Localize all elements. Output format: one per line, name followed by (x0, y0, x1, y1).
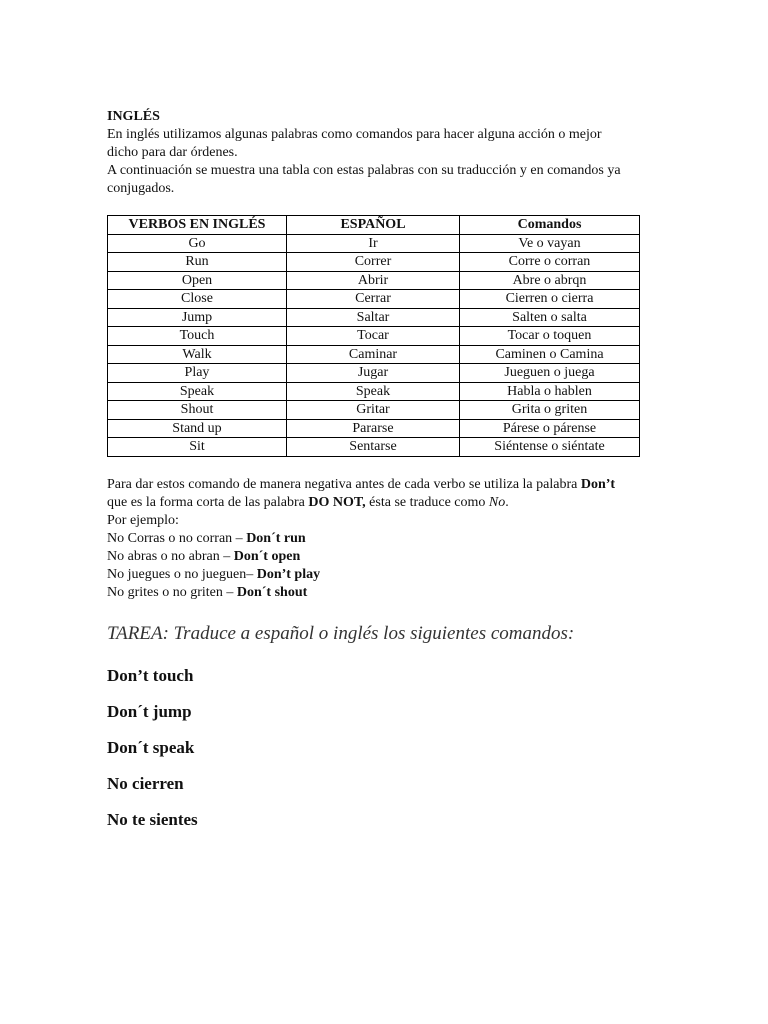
cell-spanish: Caminar (287, 345, 460, 364)
table-row (108, 271, 640, 290)
table-row (108, 308, 640, 327)
table-row (108, 327, 640, 346)
header-espanol: ESPAÑOL (287, 216, 460, 235)
document-title: INGLÉS (107, 109, 160, 124)
table-header-row (108, 216, 640, 235)
example-es: No abras o no abran – (107, 548, 234, 564)
table-row (108, 401, 640, 420)
negative-line-1 (107, 476, 667, 494)
example-es: No grites o no griten – (107, 584, 237, 600)
intro-line: conjugados. (107, 181, 175, 196)
cell-spanish: Correr (287, 253, 460, 272)
do-not-keyword: DO NOT, (308, 494, 366, 510)
negative-text: . (505, 494, 509, 510)
cell-command: Párese o párense (460, 419, 640, 438)
homework-item: No cierren (107, 773, 184, 793)
cell-spanish: Tocar (287, 327, 460, 346)
table-row (108, 364, 640, 383)
cell-english-verb: Stand up (108, 419, 287, 438)
example-line (107, 530, 667, 548)
homework-list (107, 665, 667, 831)
vocabulary-table (107, 215, 640, 457)
cell-spanish: Cerrar (287, 290, 460, 309)
example-en: Don´t run (246, 530, 306, 546)
negative-text: Para dar estos comando de manera negativa antes de cada verbo se utiliza la palabra (107, 476, 581, 492)
cell-command: Tocar o toquen (460, 327, 640, 346)
intro-line: A continuación se muestra una tabla con estas palabras con su traducción y en comandos ya (107, 163, 621, 178)
cell-command: Siéntense o siéntate (460, 438, 640, 457)
table-row (108, 382, 640, 401)
no-keyword: No (488, 494, 506, 510)
cell-english-verb: Close (108, 290, 287, 309)
document-page (107, 108, 667, 845)
cell-english-verb: Go (108, 234, 287, 253)
example-es: No Corras o no corran – (107, 530, 247, 546)
cell-spanish: Pararse (287, 419, 460, 438)
homework-item: Don’t touch (107, 665, 194, 685)
cell-command: Salten o salta (460, 308, 640, 327)
table-row (108, 290, 640, 309)
cell-command: Grita o griten (460, 401, 640, 420)
cell-command: Ve o vayan (460, 234, 640, 253)
header-verbos-ingles: VERBOS EN INGLÉS (108, 216, 287, 235)
cell-english-verb: Run (108, 253, 287, 272)
cell-english-verb: Play (108, 364, 287, 383)
table-body (108, 234, 640, 456)
negative-text: que es la forma corta de las palabra (107, 494, 309, 510)
cell-english-verb: Speak (108, 382, 287, 401)
cell-english-verb: Walk (108, 345, 287, 364)
cell-spanish: Jugar (287, 364, 460, 383)
cell-command: Jueguen o juega (460, 364, 640, 383)
cell-english-verb: Shout (108, 401, 287, 420)
dont-keyword: Don’t (580, 476, 616, 492)
table-row (108, 438, 640, 457)
homework-item: No te sientes (107, 809, 198, 829)
intro-paragraph (107, 126, 667, 198)
cell-english-verb: Open (108, 271, 287, 290)
cell-command: Caminen o Camina (460, 345, 640, 364)
example-es: No juegues o no jueguen– (107, 566, 257, 582)
header-comandos: Comandos (460, 216, 640, 235)
cell-english-verb: Sit (108, 438, 287, 457)
cell-spanish: Abrir (287, 271, 460, 290)
cell-command: Abre o abrqn (460, 271, 640, 290)
example-en: Don’t play (256, 566, 321, 582)
negative-explanation (107, 476, 667, 602)
cell-spanish: Ir (287, 234, 460, 253)
example-line (107, 566, 667, 584)
cell-spanish: Sentarse (287, 438, 460, 457)
cell-spanish: Gritar (287, 401, 460, 420)
homework-item: Don´t speak (107, 737, 195, 757)
example-en: Don´t open (233, 548, 301, 564)
cell-command: Cierren o cierra (460, 290, 640, 309)
cell-spanish: Speak (287, 382, 460, 401)
negative-line-2 (107, 494, 667, 512)
cell-english-verb: Touch (108, 327, 287, 346)
homework-heading: TAREA: Traduce a español o inglés los siguientes comandos: (107, 622, 575, 644)
cell-command: Corre o corran (460, 253, 640, 272)
cell-spanish: Saltar (287, 308, 460, 327)
homework-item: Don´t jump (107, 701, 192, 721)
table-row (108, 234, 640, 253)
cell-command: Habla o hablen (460, 382, 640, 401)
example-line (107, 584, 667, 602)
table-row (108, 253, 640, 272)
example-label: Por ejemplo: (107, 512, 179, 528)
intro-line: dicho para dar órdenes. (107, 145, 238, 160)
example-line (107, 548, 667, 566)
table-row (108, 345, 640, 364)
example-en: Don´t shout (236, 584, 308, 600)
intro-line: En inglés utilizamos algunas palabras como comandos para hacer alguna acción o mejor (107, 127, 602, 142)
negative-text: ésta se traduce como (365, 494, 489, 510)
table-row (108, 419, 640, 438)
cell-english-verb: Jump (108, 308, 287, 327)
